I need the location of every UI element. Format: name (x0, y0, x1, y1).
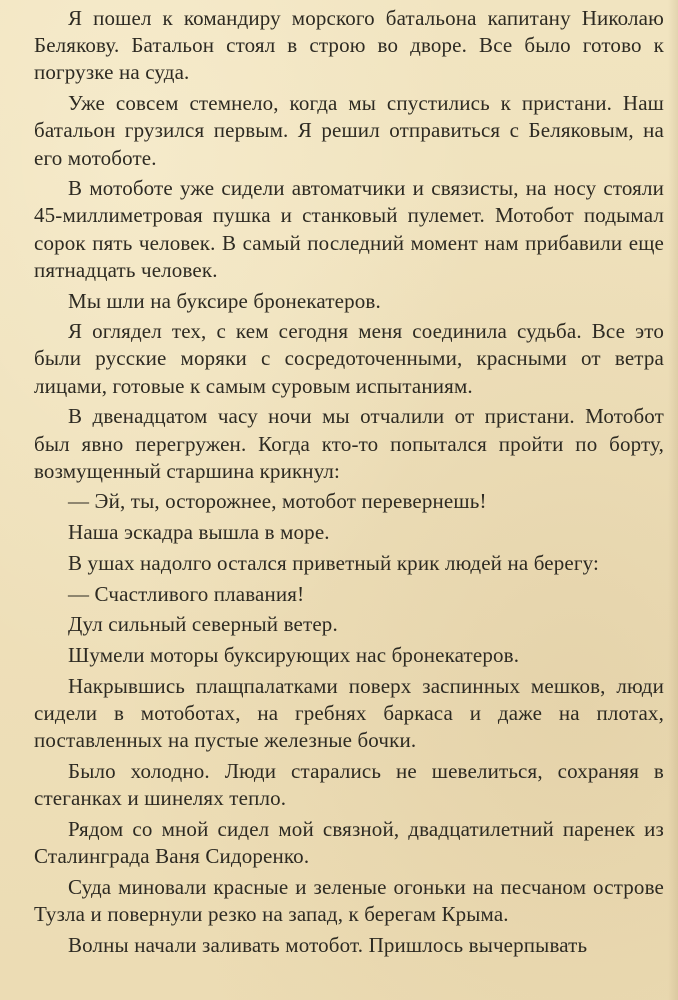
paragraph-pier: Уже совсем стемнело, когда мы спустились к пристани. Наш батальон грузился первым. Я решил отправиться с Беляковым, на его мотоботе. (34, 91, 664, 170)
paragraph-farewell-cry: В ушах надолго остался приветный крик людей на берегу: (68, 550, 599, 575)
page-body-text (34, 5, 664, 962)
paragraph-cold: Было холодно. Люди старались не шевелиться, сохраняя в стеганках и шинелях тепло. (34, 758, 664, 810)
paragraph-sailors: Я оглядел тех, с кем сегодня меня соединила судьба. Все это были русские моряки с сосредоточенными, красными от ветра лицами, готовые к самым суровым испытаниям. (34, 319, 664, 398)
paragraph-waves: Волны начали заливать мотобот. Пришлось вычерпывать (68, 932, 588, 957)
paragraph-visit-commander: Я пошел к командиру морского батальона капитану Николаю Белякову. Батальон стоял в строю во дворе. Все было готово к погрузке на суда. (34, 6, 664, 85)
paragraph-engines: Шумели моторы буксирующих нас бронекатеров. (68, 642, 520, 667)
paragraph-liaison: Рядом со мной сидел мой связной, двадцатилетний паренек из Сталинграда Ваня Сидоренко. (34, 816, 664, 868)
paragraph-shout: — Эй, ты, осторожнее, мотобот перевернешь! (68, 489, 487, 514)
paragraph-tow: Мы шли на буксире бронекатеров. (68, 288, 381, 313)
paragraph-tuzla: Суда миновали красные и зеленые огоньки на песчаном острове Тузла и повернули резко на запад, к берегам Крыма. (34, 874, 664, 926)
paragraph-squadron: Наша эскадра вышла в море. (68, 520, 330, 545)
page-edge-shadow (668, 0, 678, 1000)
paragraph-motorboat: В мотоботе уже сидели автоматчики и связисты, на носу стояли 45-миллиметровая пушка и станковый пулемет. Мотобот подымал сорок пять человек. В самый последний момент нам прибавили еще пятнадцать человек. (34, 176, 664, 282)
paragraph-wind: Дул сильный северный ветер. (68, 612, 338, 637)
paragraph-raincoats: Накрывшись плащпалатками поверх заспинных мешков, люди сидели в мотоботах, на гребнях баркаса и даже на плотах, поставленных на пустые железные бочки. (34, 673, 664, 753)
paragraph-departure: В двенадцатом часу ночи мы отчалили от пристани. Мотобот был явно перегружен. Когда кто-то попытался пройти по борту, возмущенный старшина крикнул: (34, 404, 664, 483)
paragraph-good-voyage: — Счастливого плавания! (68, 581, 305, 606)
